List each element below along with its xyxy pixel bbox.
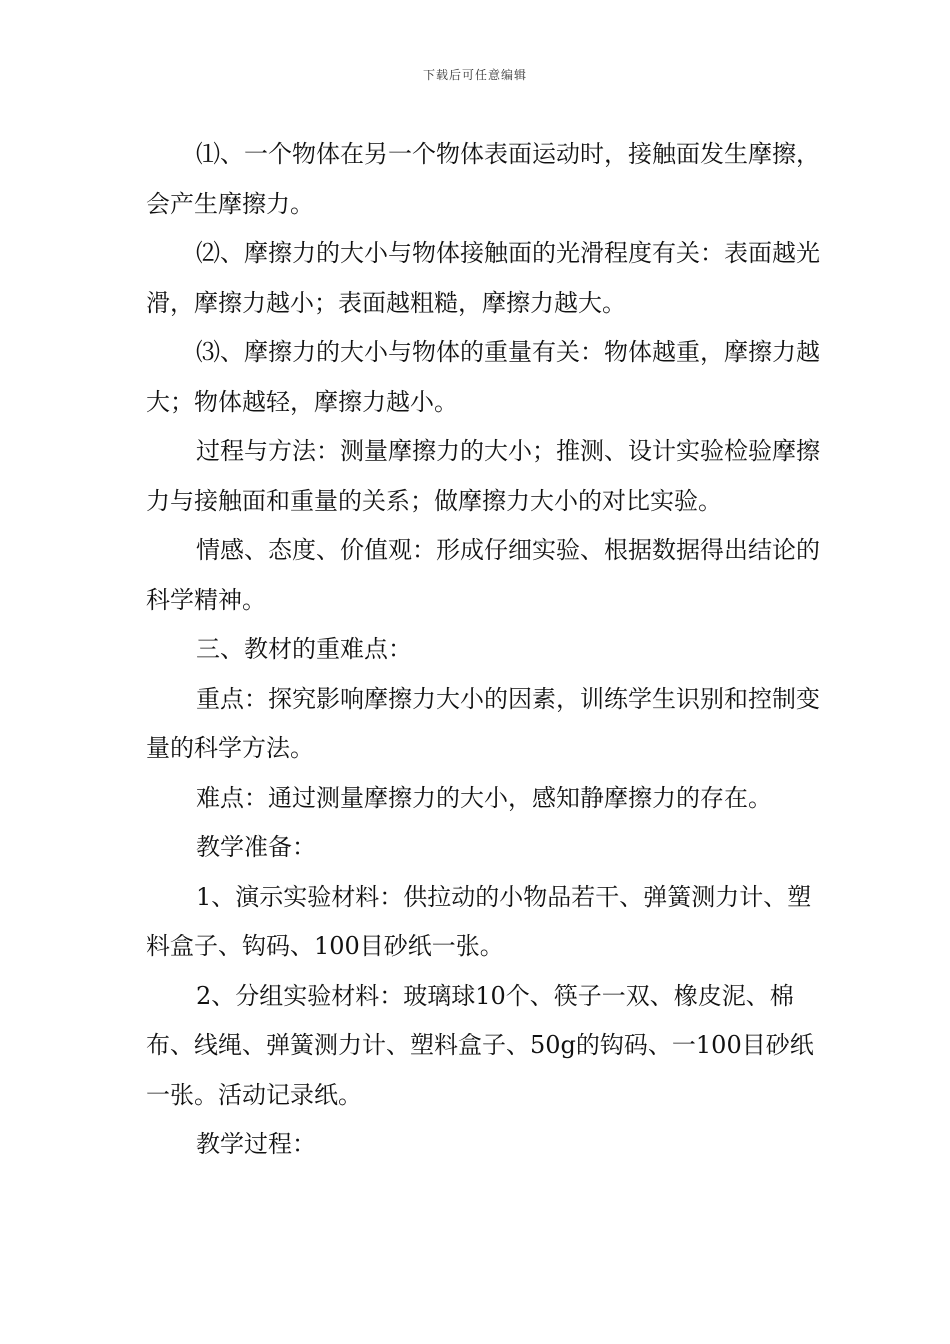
paragraph-friction-definition: ⑴、一个物体在另一个物体表面运动时，接触面发生摩擦，会产生摩擦力。: [146, 140, 820, 218]
paragraph-attitude-values: 情感、态度、价值观：形成仔细实验、根据数据得出结论的科学精神。: [146, 536, 820, 614]
paragraph-key-point: 重点：探究影响摩擦力大小的因素，训练学生识别和控制变量的科学方法。: [146, 684, 820, 762]
paragraph-weight-relation: ⑶、摩擦力的大小与物体的重量有关：物体越重，摩擦力越大；物体越轻，摩擦力越小。: [146, 338, 820, 416]
paragraph-demo-materials: 1、演示实验材料：供拉动的小物品若干、弹簧测力计、塑料盒子、钩码、100目砂纸一张。: [146, 882, 812, 960]
paragraph-process-method: 过程与方法：测量摩擦力的大小；推测、设计实验检验摩擦力与接触面和重量的关系；做摩擦力大小的对比实验。: [146, 437, 820, 515]
section-heading-preparation: 教学准备：: [196, 833, 316, 861]
paragraph-group-materials: 2、分组实验材料：玻璃球10个、筷子一双、橡皮泥、棉布、线绳、弹簧测力计、塑料盒子、50g的钩码、一100目砂纸一张。活动记录纸。: [146, 981, 814, 1109]
paragraph-surface-smoothness: ⑵、摩擦力的大小与物体接触面的光滑程度有关：表面越光滑，摩擦力越小；表面越粗糙，摩擦力越大。: [146, 239, 820, 317]
paragraph-difficult-point: 难点：通过测量摩擦力的大小，感知静摩擦力的存在。: [196, 783, 772, 812]
section-heading-key-points: 三、教材的重难点：: [196, 635, 412, 663]
page-header-note: 下载后可任意编辑: [422, 68, 527, 82]
document-body: [146, 130, 826, 1170]
section-heading-teaching-process: 教学过程：: [196, 1130, 316, 1158]
